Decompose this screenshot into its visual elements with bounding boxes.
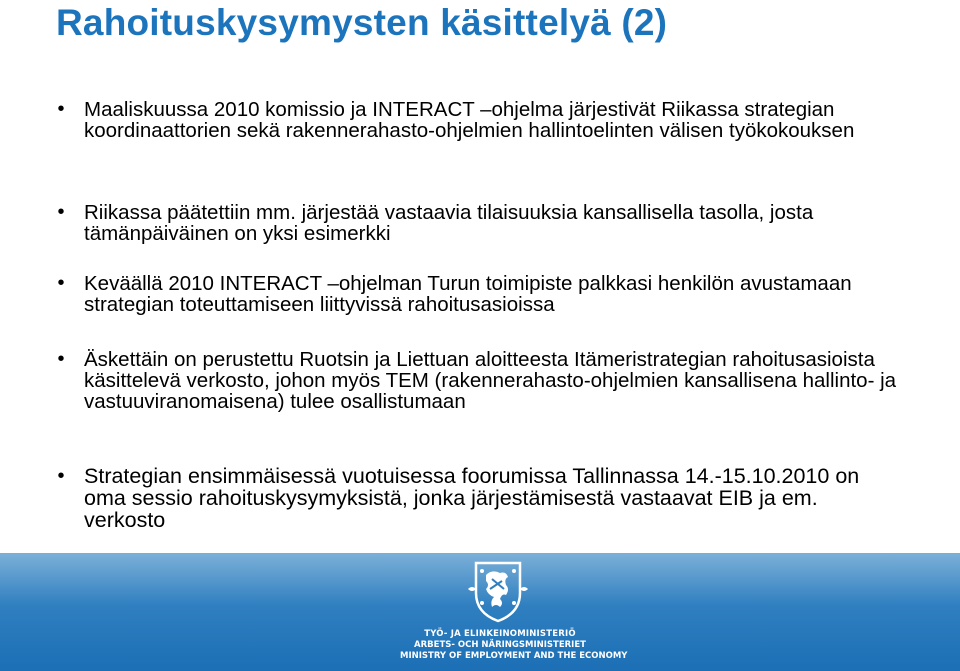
bullet-text: Riikassa päätettiin mm. järjestää vastaavia tilaisuuksia kansallisella tasolla, josta tämänpäiväinen on yksi esimerkki (84, 201, 814, 245)
bullet-text: Äskettäin on perustettu Ruotsin ja Liettuan aloitteesta Itämeristrategian rahoitusasioista käsittelevä verkosto, johon myös TEM (rakennerahasto-ohjelmien kansallisena hallinto- ja vastuuviranomaisena) tulee osallistumaan (84, 348, 897, 413)
ministry-name-fi: TYÖ- JA ELINKEINOMINISTERIÖ (424, 629, 576, 639)
bullet-item (57, 98, 914, 142)
bullet-text: Strategian ensimmäisessä vuotuisessa foorumissa Tallinnassa 14.-15.10.2010 on oma sessio rahoituskysymyksistä, jonka järjestämisestä vastaavat EIB ja em. verkosto (84, 464, 860, 532)
bullet-dot: • (57, 201, 65, 223)
bullet-item (57, 272, 914, 316)
bullet-item (57, 201, 914, 245)
ministry-name-sv: ARBETS- OCH NÄRINGSMINISTERIET (414, 640, 586, 650)
bullet-text: Keväällä 2010 INTERACT –ohjelman Turun toimipiste palkkasi henkilön avustamaan strategian toteuttamiseen liittyvissä rahoitusasioissa (84, 272, 852, 316)
bullet-item (57, 464, 894, 532)
slide-title: Rahoituskysymysten käsittelyä (2) (56, 2, 668, 43)
ministry-name-en: MINISTRY OF EMPLOYMENT AND THE ECONOMY (400, 651, 628, 661)
finnish-lion-emblem-icon (462, 559, 534, 625)
ministry-logo (400, 553, 628, 671)
bullet-dot: • (57, 98, 65, 120)
bullet-item (57, 348, 904, 413)
bullet-dot: • (57, 465, 65, 487)
bullet-text: Maaliskuussa 2010 komissio ja INTERACT –ohjelma järjestivät Riikassa strategian koordinaattorien sekä rakennerahasto-ohjelmien hallintoelinten välisen työkokouksen (84, 98, 855, 142)
bullet-dot: • (57, 272, 65, 294)
bullet-dot: • (57, 348, 65, 370)
